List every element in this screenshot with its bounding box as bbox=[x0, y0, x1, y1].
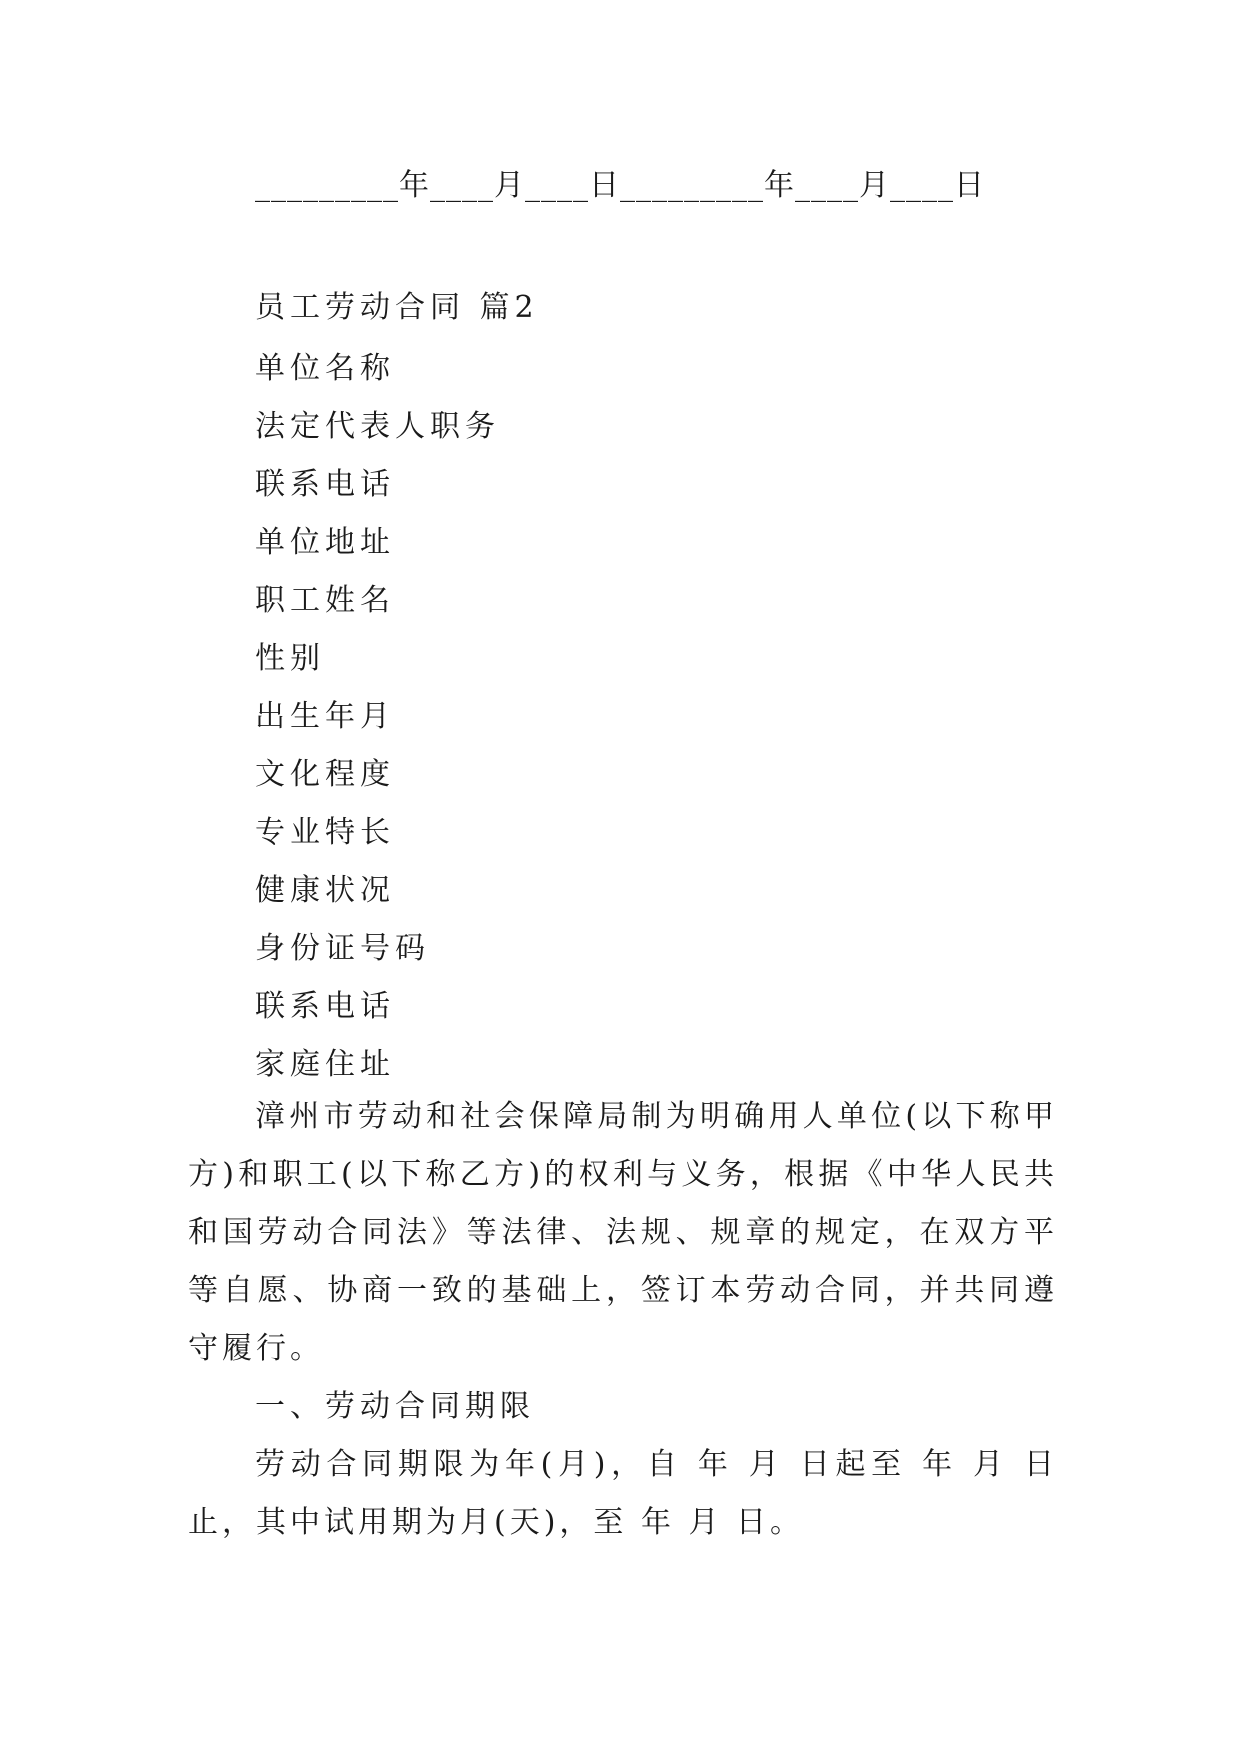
field-label: 健康状况 bbox=[255, 873, 395, 908]
section-body: 劳动合同期限为年(月)，自 年 月 日起至 年 月 日止，其中试用期为月(天)，至 年 月 日。 bbox=[188, 1447, 1058, 1540]
document-title: 员工劳动合同 篇2 bbox=[255, 290, 539, 325]
contract-field-list bbox=[255, 340, 500, 1094]
field-label: 单位地址 bbox=[255, 525, 395, 560]
field-label: 联系电话 bbox=[255, 989, 395, 1024]
field-label: 法定代表人职务 bbox=[255, 409, 500, 444]
intro-paragraph: 漳州市劳动和社会保障局制为明确用人单位(以下称甲方)和职工(以下称乙方)的权利与义务，根据《中华人民共和国劳动合同法》等法律、法规、规章的规定，在双方平等自愿、协商一致的基础上，签订本劳动合同，并共同遵守履行。 bbox=[188, 1099, 1058, 1366]
section-heading: 一、劳动合同期限 bbox=[255, 1389, 535, 1424]
field-label: 身份证号码 bbox=[255, 931, 430, 966]
field-label: 文化程度 bbox=[255, 757, 395, 792]
field-label: 性别 bbox=[255, 641, 325, 676]
field-label: 职工姓名 bbox=[255, 583, 395, 618]
signature-date-line: _________年____月____日_________年____月____日 bbox=[255, 168, 985, 203]
field-label: 单位名称 bbox=[255, 351, 395, 386]
field-label: 家庭住址 bbox=[255, 1047, 395, 1082]
field-label: 出生年月 bbox=[255, 699, 395, 734]
field-label: 专业特长 bbox=[255, 815, 395, 850]
field-label: 联系电话 bbox=[255, 467, 395, 502]
